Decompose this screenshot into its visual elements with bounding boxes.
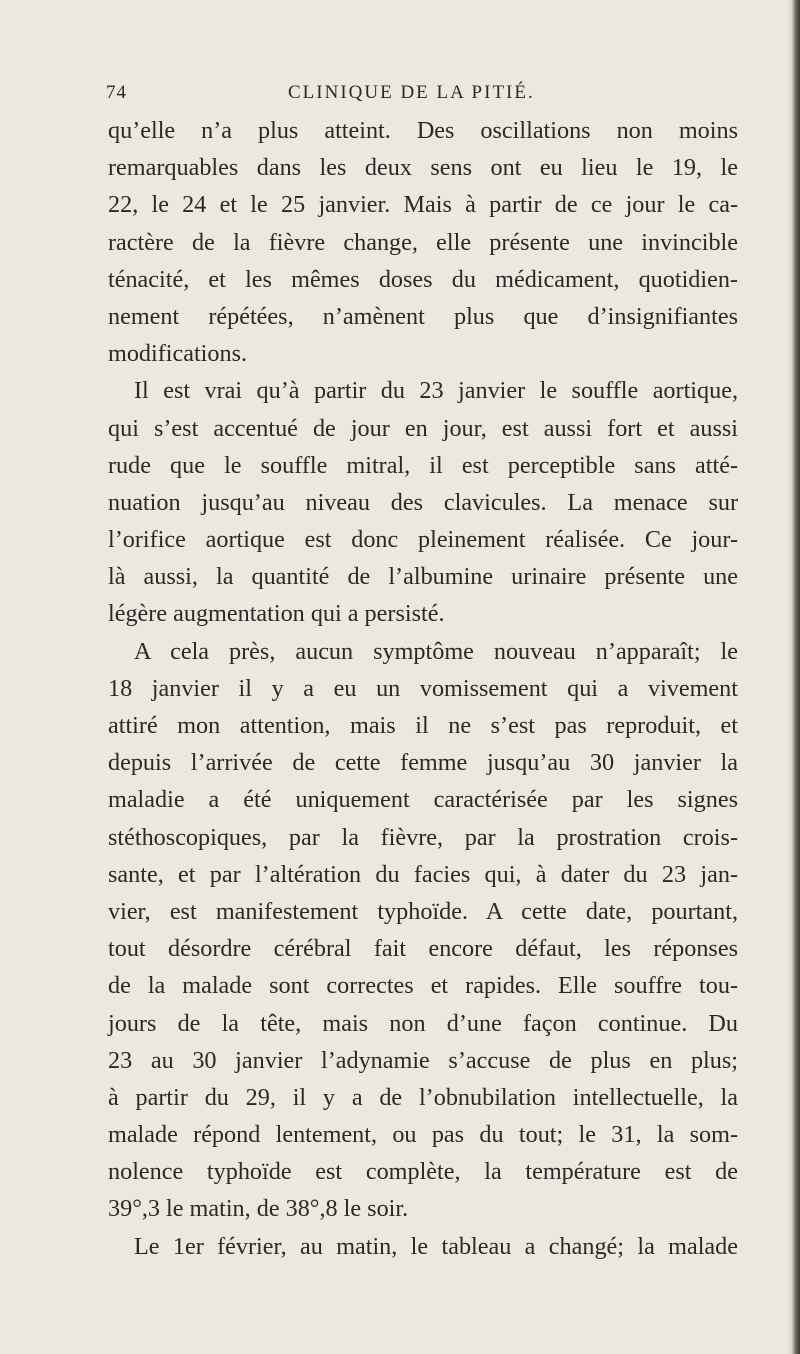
text-line: tout désordre cérébral fait encore défaut, les réponses <box>108 935 738 963</box>
text-line: 39°,3 le matin, de 38°,8 le soir. <box>108 1195 409 1223</box>
text-line: rude que le souffle mitral, il est perceptible sans atté- <box>108 451 738 479</box>
text-line: de la malade sont correctes et rapides. Elle souffre tou- <box>108 972 738 1000</box>
text-line: maladie a été uniquement caractérisée par les signes <box>108 786 738 814</box>
text-line: ténacité, et les mêmes doses du médicament, quotidien- <box>108 265 738 293</box>
running-head: CLINIQUE DE LA PITIÉ. <box>288 82 535 103</box>
text-line: remarquables dans les deux sens ont eu lieu le 19, le <box>108 154 738 182</box>
text-line: stéthoscopiques, par la fièvre, par la prostration crois- <box>108 823 738 851</box>
text-line: à partir du 29, il y a de l’obnubilation intellectuelle, la <box>108 1083 738 1111</box>
body-text <box>108 112 738 1265</box>
text-line: qu’elle n’a plus atteint. Des oscillations non moins <box>108 117 738 144</box>
text-line: 23 au 30 janvier l’adynamie s’accuse de plus en plus; <box>108 1046 738 1074</box>
text-line: A cela près, aucun symptôme nouveau n’apparaît; le <box>134 637 738 665</box>
page-edge-shadow <box>786 0 800 1354</box>
text-line: depuis l’arrivée de cette femme jusqu’au 30 janvier la <box>108 749 738 777</box>
text-line: Il est vrai qu’à partir du 23 janvier le souffle aortique, <box>134 377 738 405</box>
text-line: qui s’est accentué de jour en jour, est aussi fort et aussi <box>108 414 738 442</box>
text-line: l’orifice aortique est donc pleinement réalisée. Ce jour- <box>108 526 738 554</box>
text-line: 22, le 24 et le 25 janvier. Mais à partir de ce jour le ca- <box>108 191 738 219</box>
text-line: 18 janvier il y a eu un vomissement qui a vivement <box>108 674 738 702</box>
text-line: nement répétées, n’amènent plus que d’insignifiantes <box>108 302 738 330</box>
text-line: sante, et par l’altération du facies qui, à dater du 23 jan- <box>108 860 738 888</box>
text-line: nuation jusqu’au niveau des clavicules. La menace sur <box>108 488 738 516</box>
page-number: 74 <box>106 82 127 103</box>
text-line: vier, est manifestement typhoïde. A cette date, pourtant, <box>108 897 738 925</box>
text-line: Le 1er février, au matin, le tableau a changé; la malade <box>134 1232 738 1260</box>
text-line: jours de la tête, mais non d’une façon continue. Du <box>108 1009 738 1037</box>
text-line: attiré mon attention, mais il ne s’est pas reproduit, et <box>108 712 738 739</box>
page-header <box>106 82 738 112</box>
text-line: là aussi, la quantité de l’albumine urinaire présente une <box>108 563 738 591</box>
text-line: modifications. <box>108 340 248 368</box>
text-line: nolence typhoïde est complète, la température est de <box>108 1158 738 1186</box>
text-line: légère augmentation qui a persisté. <box>108 600 445 628</box>
text-line: malade répond lentement, ou pas du tout; le 31, la som- <box>108 1121 738 1149</box>
text-line: ractère de la fièvre change, elle présente une invincible <box>108 228 738 256</box>
